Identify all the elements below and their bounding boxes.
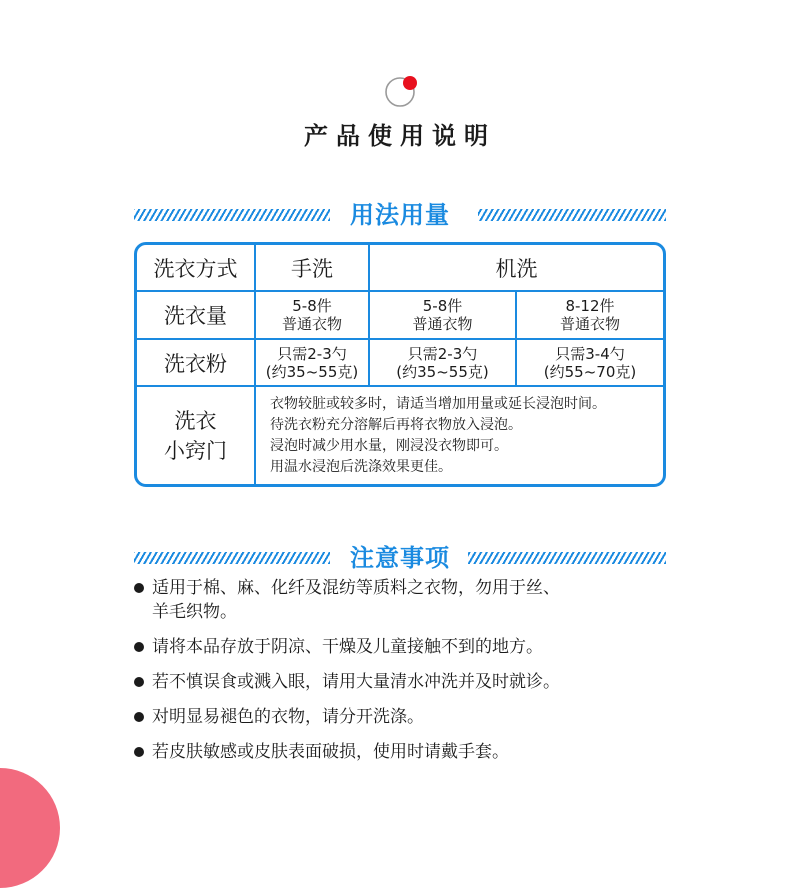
table-row: [137, 386, 663, 484]
amount-label: 洗衣量: [137, 291, 255, 339]
list-item: 用温水浸泡后洗涤效果更佳。: [270, 458, 452, 475]
tips-label: 洗衣 小窍门: [137, 386, 255, 484]
list-item: 适用于棉、麻、化纤及混纺等质料之衣物，勿用于丝、: [134, 576, 674, 600]
hatch-divider-right: [468, 552, 666, 564]
tips-list: [256, 394, 663, 478]
bullet-icon: [134, 642, 144, 652]
amount-machine-cell-1: 5-8件 普通衣物: [369, 291, 516, 339]
machine-wash-header: 机洗: [369, 245, 663, 291]
bullet-icon: [134, 583, 144, 593]
list-item: 若不慎误食或溅入眼，请用大量清水冲洗并及时就诊。: [134, 670, 674, 694]
hatch-divider-right: [478, 209, 666, 221]
bullet-icon: [134, 677, 144, 687]
list-item: 待洗衣粉充分溶解后再将衣物放入浸泡。: [270, 416, 522, 433]
table-row: [137, 339, 663, 386]
powder-label: 洗衣粉: [137, 339, 255, 386]
brand-logo-icon: [382, 74, 422, 108]
list-item-continuation: 羊毛织物。: [152, 602, 237, 622]
tips-content: [255, 386, 663, 484]
hand-wash-header: 手洗: [255, 245, 369, 291]
bullet-icon: [134, 747, 144, 757]
notes-section-title: 注意事项: [350, 544, 450, 572]
notes-list: [134, 576, 674, 775]
list-item: 衣物较脏或较多时，请适当增加用量或延长浸泡时间。: [270, 395, 606, 412]
table-row: [137, 291, 663, 339]
usage-table: [134, 242, 666, 487]
list-item: 若皮肤敏感或皮肤表面破损，使用时请戴手套。: [134, 740, 674, 764]
list-item: 对明显易褪色的衣物，请分开洗涤。: [134, 705, 674, 729]
table-header-row: [137, 245, 663, 291]
decorative-circle: [0, 768, 60, 888]
bullet-icon: [134, 712, 144, 722]
amount-hand-cell: 5-8件 普通衣物: [255, 291, 369, 339]
powder-machine-cell-2: 只需3-4勺 (约55~70克): [516, 339, 663, 386]
wash-method-header: 洗衣方式: [137, 245, 255, 291]
usage-section-title: 用法用量: [350, 201, 450, 229]
amount-machine-cell-2: 8-12件 普通衣物: [516, 291, 663, 339]
powder-machine-cell-1: 只需2-3勺 (约35~55克): [369, 339, 516, 386]
usage-section-header: [0, 198, 800, 232]
list-item: 请将本品存放于阴凉、干燥及儿童接触不到的地方。: [134, 635, 674, 659]
notes-section-header: [0, 541, 800, 575]
powder-hand-cell: 只需2-3勺 (约35~55克): [255, 339, 369, 386]
page-title: 产品使用说明: [304, 122, 496, 150]
list-item: 浸泡时减少用水量，刚浸没衣物即可。: [270, 437, 508, 454]
